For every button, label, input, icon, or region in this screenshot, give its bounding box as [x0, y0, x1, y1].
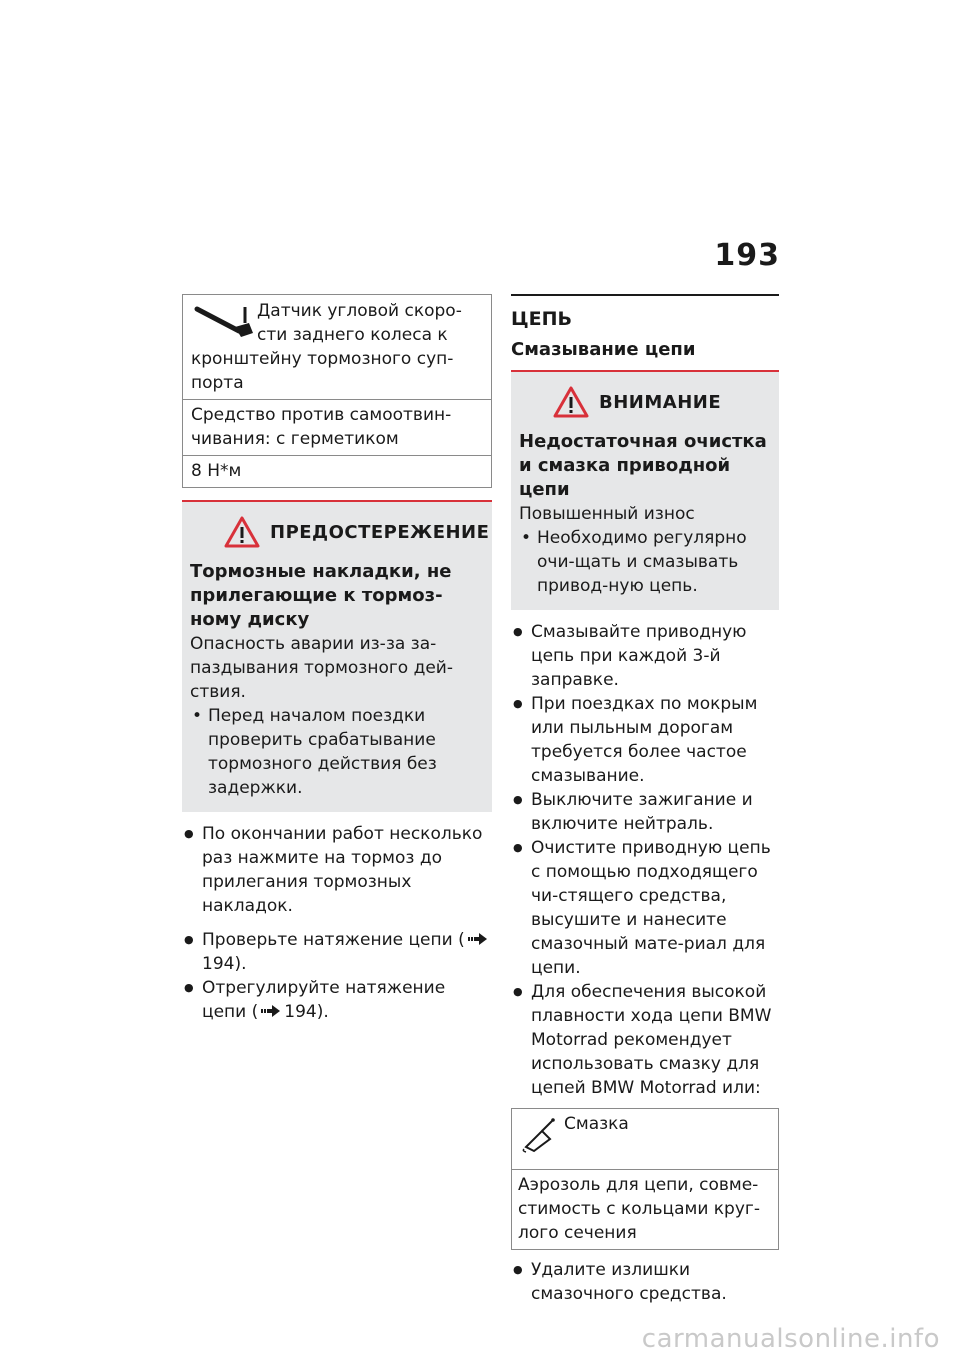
warning-title: ПРЕДОСТЕРЕЖЕНИЕ [270, 521, 490, 543]
final-steps [511, 1258, 779, 1306]
step-item: ● При поездках по мокрым или пыльным дорогам требуется более частое смазывание. [511, 692, 779, 788]
lubricant-description: Аэрозоль для цепи, совме-стимость с кольцами круг-лого сечения [512, 1169, 778, 1249]
subsection-title: Смазывание цепи [511, 339, 696, 360]
warning-description: Опасность аварии из-за за-паздывания тормозного дей-ствия. [190, 634, 453, 702]
warning-heading: Тормозные накладки, не прилегающие к тормоз-ному диску [190, 561, 452, 630]
page-reference-link[interactable]: 194). [202, 954, 247, 974]
page-number: 193 [714, 238, 780, 273]
spec-agent-row: Средство против самоотвин-чивания: с герметиком [183, 399, 491, 455]
lubricant-header [512, 1109, 778, 1169]
step-item-chain-adjust: ● Отрегулируйте натяжение цепи ( 194). [182, 976, 492, 1024]
oil-can-icon [520, 1117, 558, 1153]
warning-box [182, 500, 492, 812]
step-item: ● Удалите излишки смазочного средства. [511, 1258, 779, 1306]
spec-torque-value: 8 Н*м [183, 455, 491, 487]
caution-description: Повышенный износ [519, 504, 695, 524]
spec-component-row [183, 295, 491, 399]
right-steps [511, 620, 779, 1100]
warning-list-item: • Перед началом поездки проверить срабатывание тормозного действия без задержки. [190, 704, 482, 800]
right-column [511, 294, 779, 1306]
step-item: ● По окончании работ несколько раз нажмите на тормоз до прилегания тормозных накладок. [182, 822, 492, 918]
caution-heading: Недостаточная очистка и смазка приводной цепи [519, 431, 767, 500]
spec-component-first: Датчик угловой скоро- [257, 301, 462, 321]
caution-list-item: • Необходимо регулярно очи-щать и смазывать привод-ную цепь. [519, 526, 769, 598]
warning-triangle-icon [224, 516, 260, 548]
step-item: ● Очистите приводную цепь с помощью подходящего чи-стящего средства, высушите и нанесите смазочный мате-риал для цепи. [511, 836, 779, 980]
step-item: ● Для обеспечения высокой плавности хода цепи BMW Motorrad рекомендует использовать смазку для цепей BMW Motorrad или: [511, 980, 779, 1100]
warning-list [190, 704, 482, 800]
spec-component-rest: сти заднего колеса к кронштейну тормозного суп-порта [191, 325, 454, 393]
step-item-chain-check: ● Проверьте натяжение цепи (194). [182, 928, 492, 976]
page-reference-icon [261, 1004, 281, 1018]
caution-list [519, 526, 769, 598]
left-steps [182, 822, 492, 1024]
torque-wrench-icon [193, 303, 255, 339]
lubricant-label: Смазка [564, 1114, 629, 1134]
page-reference-icon [468, 932, 488, 946]
step-item: ● Выключите зажигание и включите нейтраль. [511, 788, 779, 836]
page-reference-link[interactable]: 194). [284, 1002, 329, 1022]
section-title: ЦЕПЬ [511, 308, 572, 330]
lubricant-table [511, 1108, 779, 1250]
left-column [182, 294, 492, 1024]
watermark: carmanualsonline.info [641, 1324, 940, 1354]
caution-title: ВНИМАНИЕ [599, 391, 722, 413]
warning-triangle-icon [553, 386, 589, 418]
torque-spec-table [182, 294, 492, 488]
step-item: ● Смазывайте приводную цепь при каждой 3-й заправке. [511, 620, 779, 692]
caution-box [511, 370, 779, 610]
